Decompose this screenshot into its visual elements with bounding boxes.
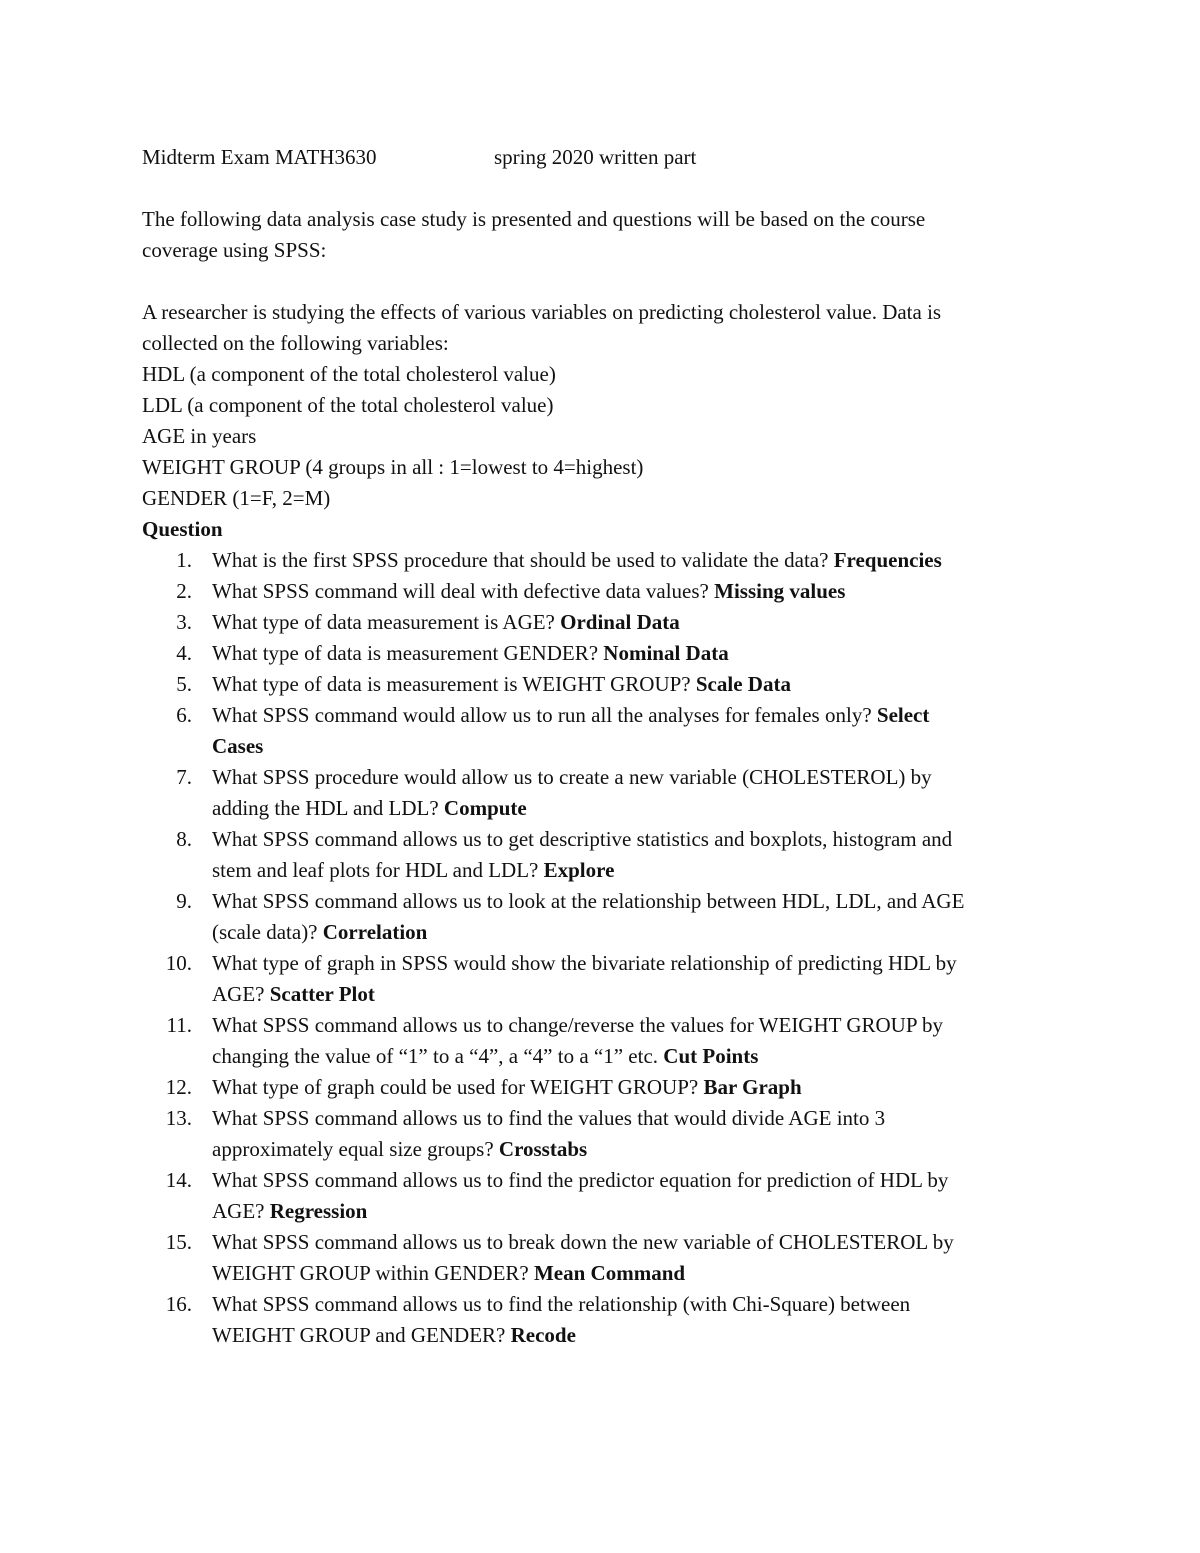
- question-number: 13.: [165, 1106, 192, 1130]
- exam-title: Midterm Exam MATH3630: [142, 145, 377, 169]
- variable-item: AGE in years: [142, 424, 257, 448]
- question-text: What type of data is measurement is WEIGHT GROUP? Scale Data: [212, 672, 791, 696]
- question-answer: Mean Command: [533, 1261, 686, 1285]
- question-answer: Bar Graph: [703, 1075, 802, 1099]
- question-answer: Scale Data: [695, 672, 791, 696]
- question-answer: Select: [876, 703, 930, 727]
- question-text: What type of data is measurement GENDER? Nominal Data: [212, 641, 729, 665]
- question-text: What SPSS command allows us to look at the relationship between HDL, LDL, and AGE: [212, 889, 965, 913]
- question-answer: Scatter Plot: [269, 982, 375, 1006]
- question-text: What is the first SPSS procedure that should be used to validate the data? Frequencies: [212, 548, 942, 572]
- variable-item: GENDER (1=F, 2=M): [142, 486, 331, 510]
- variable-item: HDL (a component of the total cholesterol value): [142, 362, 556, 386]
- question-text-continued: approximately equal size groups? Crosstabs: [212, 1137, 588, 1161]
- question-number: 9.: [176, 889, 192, 913]
- variable-item: LDL (a component of the total cholesterol value): [142, 393, 554, 417]
- scenario-line-2: collected on the following variables:: [142, 331, 449, 355]
- question-text: What type of data measurement is AGE? Ordinal Data: [212, 610, 680, 634]
- question-answer: Explore: [543, 858, 615, 882]
- question-number: 2.: [176, 579, 192, 603]
- question-text: What type of graph in SPSS would show the bivariate relationship of predicting HDL by: [212, 951, 957, 975]
- question-number: 6.: [176, 703, 192, 727]
- question-answer: Cut Points: [663, 1044, 759, 1068]
- question-answer: Nominal Data: [603, 641, 729, 665]
- question-text: What SPSS command allows us to get descriptive statistics and boxplots, histogram and: [212, 827, 953, 851]
- question-answer: Missing values: [714, 579, 846, 603]
- question-text: What SPSS command allows us to find the values that would divide AGE into 3: [212, 1106, 886, 1130]
- question-text-continued: WEIGHT GROUP and GENDER? Recode: [212, 1323, 576, 1347]
- scenario-line-1: A researcher is studying the effects of various variables on predicting cholesterol value. Data is: [142, 300, 942, 324]
- question-number: 14.: [165, 1168, 192, 1192]
- question-answer: Crosstabs: [498, 1137, 588, 1161]
- intro-line-1: The following data analysis case study is presented and questions will be based on the course: [142, 207, 926, 231]
- exam-term: spring 2020 written part: [494, 145, 697, 169]
- question-answer: Frequencies: [833, 548, 942, 572]
- question-text: What SPSS procedure would allow us to create a new variable (CHOLESTEROL) by: [212, 765, 932, 789]
- question-answer: Recode: [510, 1323, 576, 1347]
- question-number: 1.: [176, 548, 192, 572]
- questions-heading: Question: [142, 517, 223, 541]
- question-text-continued: stem and leaf plots for HDL and LDL? Explore: [212, 858, 615, 882]
- question-number: 16.: [165, 1292, 192, 1316]
- question-text: What SPSS command would allow us to run all the analyses for females only? Select: [212, 703, 930, 727]
- question-number: 15.: [165, 1230, 192, 1254]
- question-number: 4.: [176, 641, 192, 665]
- question-answer: Cases: [212, 734, 264, 758]
- question-text: What SPSS command allows us to change/reverse the values for WEIGHT GROUP by: [212, 1013, 943, 1037]
- question-answer: Regression: [269, 1199, 368, 1223]
- question-text-continued: changing the value of “1” to a “4”, a “4” to a “1” etc. Cut Points: [212, 1044, 759, 1068]
- question-number: 11.: [166, 1013, 192, 1037]
- question-text-continued: AGE? Regression: [212, 1199, 368, 1223]
- question-number: 5.: [176, 672, 192, 696]
- question-answer: Ordinal Data: [560, 610, 680, 634]
- question-answer: Correlation: [322, 920, 428, 944]
- intro-line-2: coverage using SPSS:: [142, 238, 327, 262]
- question-text-continued: (scale data)? Correlation: [212, 920, 428, 944]
- question-number: 8.: [176, 827, 192, 851]
- question-number: 3.: [176, 610, 192, 634]
- question-text: What type of graph could be used for WEIGHT GROUP? Bar Graph: [212, 1075, 802, 1099]
- question-text: What SPSS command allows us to find the relationship (with Chi-Square) between: [212, 1292, 911, 1316]
- variable-item: WEIGHT GROUP (4 groups in all : 1=lowest to 4=highest): [142, 455, 644, 479]
- question-text: What SPSS command allows us to find the predictor equation for prediction of HDL by: [212, 1168, 949, 1192]
- question-text-continued: adding the HDL and LDL? Compute: [212, 796, 527, 820]
- question-text: What SPSS command will deal with defective data values? Missing values: [212, 579, 846, 603]
- question-text-continued: WEIGHT GROUP within GENDER? Mean Command: [212, 1261, 686, 1285]
- question-number: 10.: [165, 951, 192, 975]
- question-text-continued: AGE? Scatter Plot: [212, 982, 375, 1006]
- question-answer: Compute: [443, 796, 527, 820]
- question-number: 12.: [165, 1075, 192, 1099]
- question-number: 7.: [176, 765, 192, 789]
- question-text: What SPSS command allows us to break down the new variable of CHOLESTEROL by: [212, 1230, 954, 1254]
